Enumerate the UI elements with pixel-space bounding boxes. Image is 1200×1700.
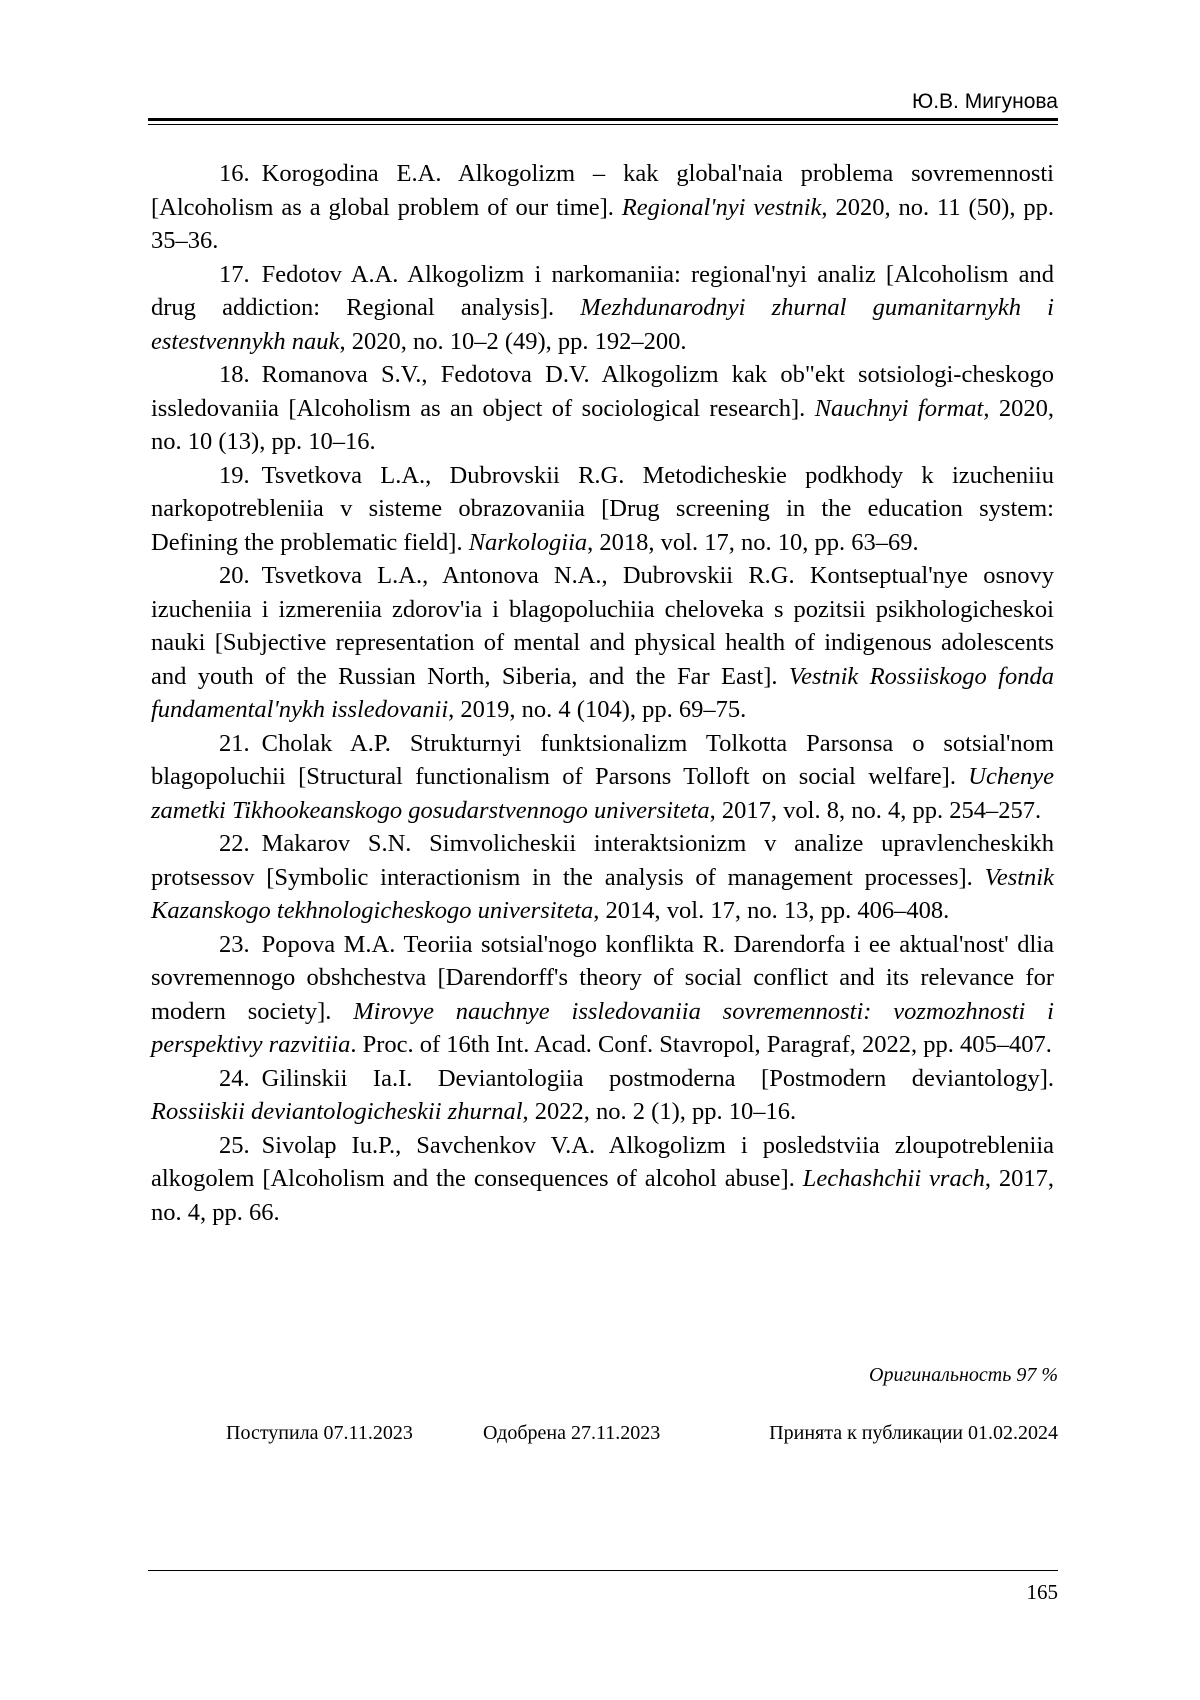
reference-number: 21. (219, 729, 250, 757)
reference-text: Tsvetkova L.A., Antonova N.A., Dubrovskii R.G. Kontseptual'nye osnovy izucheniia i izmereniia zdorov'ia i blagopoluchiia cheloveka s pozitsii psikhologicheskoi nauki [Subjective representation of mental and physical health of indigenous adolescents and youth of the Russian North, Siberia, and the Far East]. (151, 562, 1054, 690)
reference-details: , 2020, no. 10–2 (49), pp. 192–200. (339, 327, 687, 355)
reference-details: , 2022, no. 2 (1), pp. 10–16. (522, 1098, 797, 1125)
reference-details: , 2020, no. 10 (13), pp. 10–16. (151, 394, 1054, 455)
reference-text: Cholak A.P. Strukturnyi funktsionalizm Tolkotta Parsonsa o sotsial'nom blagopoluchii [Structural functionalism of Parsons Tolloft on social welfare]. (151, 729, 1054, 790)
reference-journal: Rossiiskii deviantologicheskii zhurnal (151, 1098, 523, 1125)
reference-text: Tsvetkova L.A., Dubrovskii R.G. Metodicheskie podkhody k izucheniiu narkopotrebleniia v sisteme obrazovaniia [Drug screening in the education system: Defining the problematic field]. (151, 461, 1054, 556)
reference-text: Korogodina E.A. Alkogolizm – kak global'naia problema sovremennosti [Alcoholism as a global problem of our time]. (151, 160, 1054, 221)
reference-journal: Lechashchii vrach (802, 1165, 985, 1192)
header-rule-thin (148, 124, 1058, 125)
reference-number: 19. (219, 461, 250, 489)
reference-number: 25. (219, 1131, 250, 1159)
reference-number: 16. (219, 160, 250, 187)
header-rule-thick (148, 118, 1058, 121)
reference-details: , 2020, no. 11 (50), pp. 35–36. (151, 193, 1054, 254)
reference-list (151, 157, 1054, 1229)
reference-details: , 2017, vol. 8, no. 4, pp. 254–257. (709, 796, 1042, 824)
originality-note: Оригинальность 97 % (869, 1364, 1058, 1386)
reference-item (151, 727, 1054, 828)
reference-journal: Narkologiia (468, 528, 588, 556)
reference-journal: Uchenye zametki Tikhookeanskogo gosudarstvennogo universiteta (151, 763, 1054, 824)
reference-details: . Proc. of 16th Int. Acad. Conf. Stavropol, Paragraf, 2022, pp. 405–407. (350, 1031, 1052, 1058)
reference-text: Sivolap Iu.P., Savchenkov V.A. Alkogolizm i posledstviia zloupotrebleniia alkogolem [Alcoholism and the consequences of alcohol abuse]. (151, 1131, 1054, 1192)
reference-journal: Mirovye nauchnye issledovaniia sovremennosti: vozmozhnosti i perspektivy razvitiia (151, 997, 1054, 1058)
reference-details: , 2017, no. 4, pp. 66. (151, 1165, 1054, 1226)
reference-journal: Nauchnyi format (814, 394, 984, 422)
reference-text: Makarov S.N. Simvolicheskii interaktsionizm v analize upravlencheskikh protsessov [Symbolic interactionism in the analysis of management processes]. (151, 830, 1054, 891)
reference-text: Gilinskii Ia.I. Deviantologiia postmoderna [Postmodern deviantology]. (261, 1064, 1054, 1092)
reference-details: , 2014, vol. 17, no. 13, pp. 406–408. (593, 897, 950, 924)
reference-number: 24. (219, 1064, 250, 1092)
reference-journal: Vestnik Rossiiskogo fonda fundamental'nykh issledovanii (151, 662, 1054, 723)
reference-item (151, 258, 1054, 359)
reference-number: 17. (219, 260, 250, 288)
reference-number: 23. (219, 930, 250, 958)
reference-journal: Vestnik Kazanskogo tekhnologicheskogo universiteta (151, 863, 1054, 924)
reference-number: 22. (219, 830, 250, 857)
reference-text: Popova M.A. Teoriia sotsial'nogo konflikta R. Darendorfa i ee aktual'nost' dlia sovremennogo obshchestva [Darendorff's theory of social conflict and its relevance for modern society]. (151, 930, 1054, 1025)
reference-number: 20. (219, 562, 250, 589)
date-received: Поступила 07.11.2023 (226, 1422, 413, 1444)
reference-item (151, 928, 1054, 1062)
reference-details: , 2019, no. 4 (104), pp. 69–75. (448, 696, 747, 723)
reference-item (151, 459, 1054, 560)
page-number: 165 (1026, 1580, 1058, 1604)
reference-text: Fedotov A.A. Alkogolizm i narkomaniia: regional'nyi analiz [Alcoholism and drug addiction: Regional analysis]. (151, 260, 1054, 321)
date-accepted: Принята к публикации 01.02.2024 (769, 1422, 1058, 1444)
reference-item (151, 1129, 1054, 1230)
date-approved: Одобрена 27.11.2023 (483, 1422, 661, 1444)
footer-rule (148, 1570, 1058, 1571)
reference-text: Romanova S.V., Fedotova D.V. Alkogolizm kak ob"ekt sotsiologi-cheskogo issledovaniia [Alcoholism as an object of sociological research]. (151, 361, 1054, 422)
reference-item (151, 559, 1054, 727)
reference-details: , 2018, vol. 17, no. 10, pp. 63–69. (587, 528, 919, 556)
reference-journal: Regional'nyi vestnik (621, 193, 822, 221)
reference-number: 18. (219, 361, 250, 388)
reference-item (151, 1062, 1054, 1129)
reference-item (151, 827, 1054, 928)
reference-item (151, 358, 1054, 459)
reference-item (151, 157, 1054, 258)
running-header-author: Ю.В. Мигунова (912, 90, 1058, 113)
reference-journal: Mezhdunarodnyi zhurnal gumanitarnykh i estestvennykh nauk (151, 294, 1054, 355)
